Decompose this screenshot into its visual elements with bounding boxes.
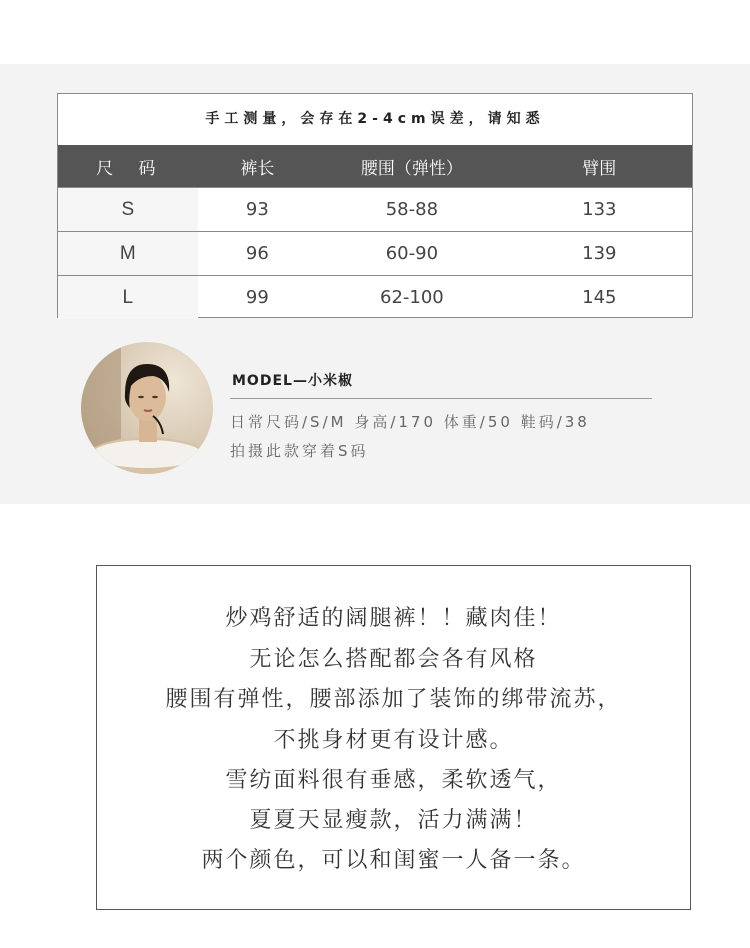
size-table [57,93,693,318]
description-line: 雪纺面料很有垂感，柔软透气， [225,768,562,793]
model-size-worn: 拍摄此款穿着S码 [230,442,369,460]
description-line: 无论怎么搭配都会各有风格 [249,647,538,672]
header-waist: 腰围（弹性） [360,158,463,179]
cell-arm: 133 [582,199,617,220]
divider [230,398,652,399]
table-row [58,275,692,319]
description-line: 两个颜色，可以和闺蜜一人备一条。 [201,848,586,873]
cell-size: M [58,232,198,275]
model-avatar [81,342,213,474]
cell-length: 96 [245,243,269,264]
description-line: 腰围有弹性，腰部添加了装饰的绑带流苏， [165,687,622,712]
header-length: 裤长 [240,158,275,179]
cell-arm: 145 [582,287,617,308]
header-size: 尺 码 [96,158,166,179]
table-row [58,187,692,231]
description-line: 炒鸡舒适的阔腿裤！！藏肉佳！ [225,606,562,631]
cell-size: S [58,188,198,231]
product-description [96,565,691,910]
table-row [58,231,692,275]
cell-waist: 62-100 [380,287,444,308]
description-line: 夏夏天显瘦款，活力满满！ [249,808,538,833]
measurement-notice: 手工测量，会存在2-4cm误差，请知悉 [205,111,545,127]
model-measurements: 日常尺码/S/M 身高/170 体重/50 鞋码/38 [230,413,590,431]
cell-waist: 58-88 [385,199,439,220]
cell-arm: 139 [582,243,617,264]
model-name: MODEL—小米椒 [232,373,353,389]
cell-size: L [58,276,198,319]
table-header [58,145,692,187]
cell-length: 93 [245,199,269,220]
cell-length: 99 [245,287,269,308]
cell-waist: 60-90 [385,243,439,264]
description-line: 不挑身材更有设计感。 [273,728,514,753]
header-arm: 臂围 [582,158,617,179]
